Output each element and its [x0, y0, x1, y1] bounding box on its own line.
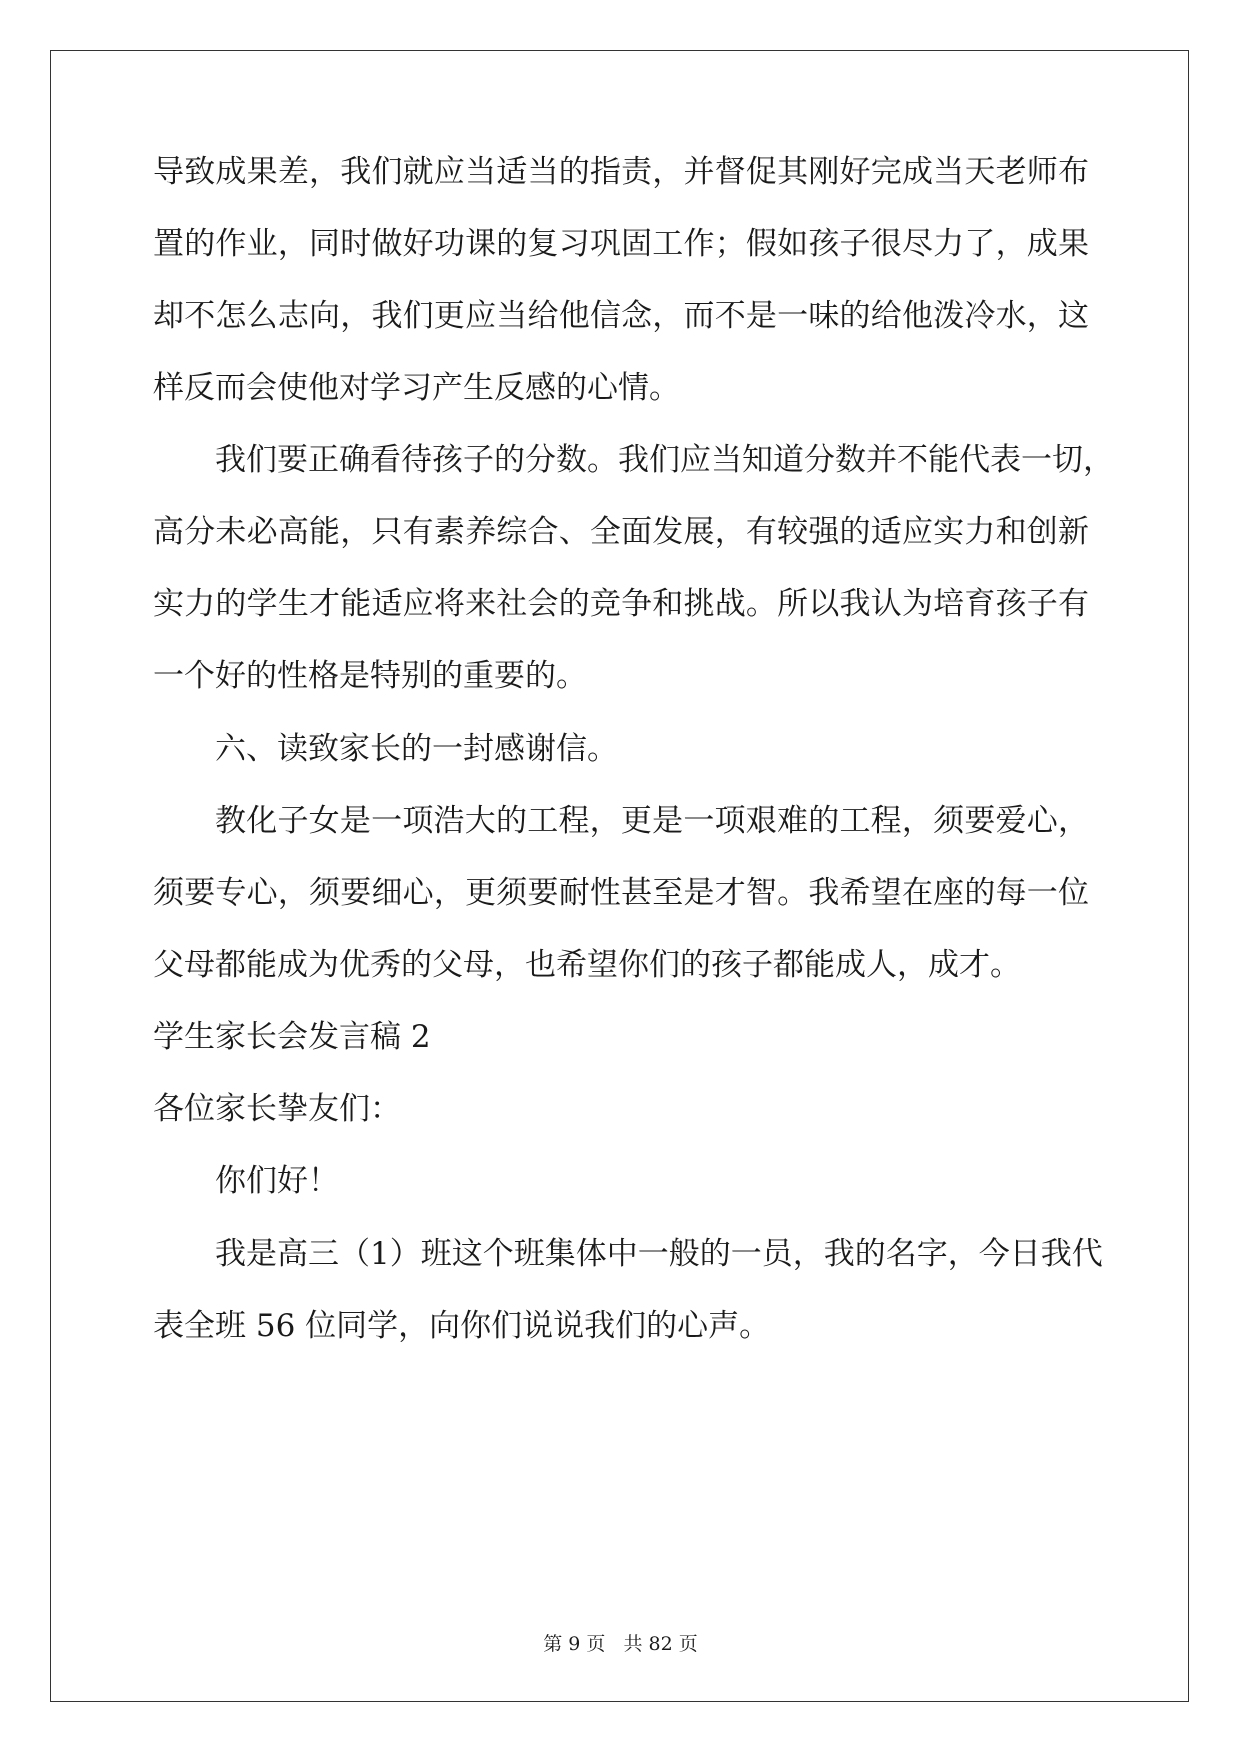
body-line-10: 教化子女是一项浩大的工程，更是一项艰难的工程，须要爱心，	[215, 803, 1089, 839]
body-line-17: 表全班 56 位同学，向你们说说我们的心声。	[153, 1308, 771, 1344]
body-line-4: 样反而会使他对学习产生反感的心情。	[153, 370, 680, 406]
body-line-1: 导致成果差，我们就应当适当的指责，并督促其刚好完成当天老师布	[153, 154, 1089, 190]
body-line-7: 实力的学生才能适应将来社会的竞争和挑战。所以我认为培育孩子有	[153, 586, 1089, 622]
body-line-12: 父母都能成为优秀的父母，也希望你们的孩子都能成人，成才。	[153, 947, 1021, 983]
body-line-8: 一个好的性格是特别的重要的。	[153, 658, 587, 694]
body-line-11: 须要专心，须要细心，更须要耐性甚至是才智。我希望在座的每一位	[153, 875, 1089, 911]
page-footer	[0, 1632, 1241, 1656]
greeting: 你们好！	[215, 1163, 339, 1199]
salutation: 各位家长挚友们：	[153, 1091, 401, 1127]
body-line-5: 我们要正确看待孩子的分数。我们应当知道分数并不能代表一切，	[215, 442, 1114, 478]
body-line-3: 却不怎么志向，我们更应当给他信念，而不是一味的给他泼冷水，这	[153, 298, 1089, 334]
body-line-2: 置的作业，同时做好功课的复习巩固工作；假如孩子很尽力了，成果	[153, 226, 1089, 262]
section-heading: 六、读致家长的一封感谢信。	[215, 731, 618, 767]
body-line-6: 高分未必高能，只有素养综合、全面发展，有较强的适应实力和创新	[153, 514, 1089, 550]
body-line-16: 我是高三（1）班这个班集体中一般的一员，我的名字，今日我代	[215, 1236, 1103, 1272]
speech-title: 学生家长会发言稿 2	[153, 1019, 431, 1055]
page-total: 共 82 页	[623, 1633, 698, 1655]
page-number: 第 9 页	[543, 1633, 606, 1655]
